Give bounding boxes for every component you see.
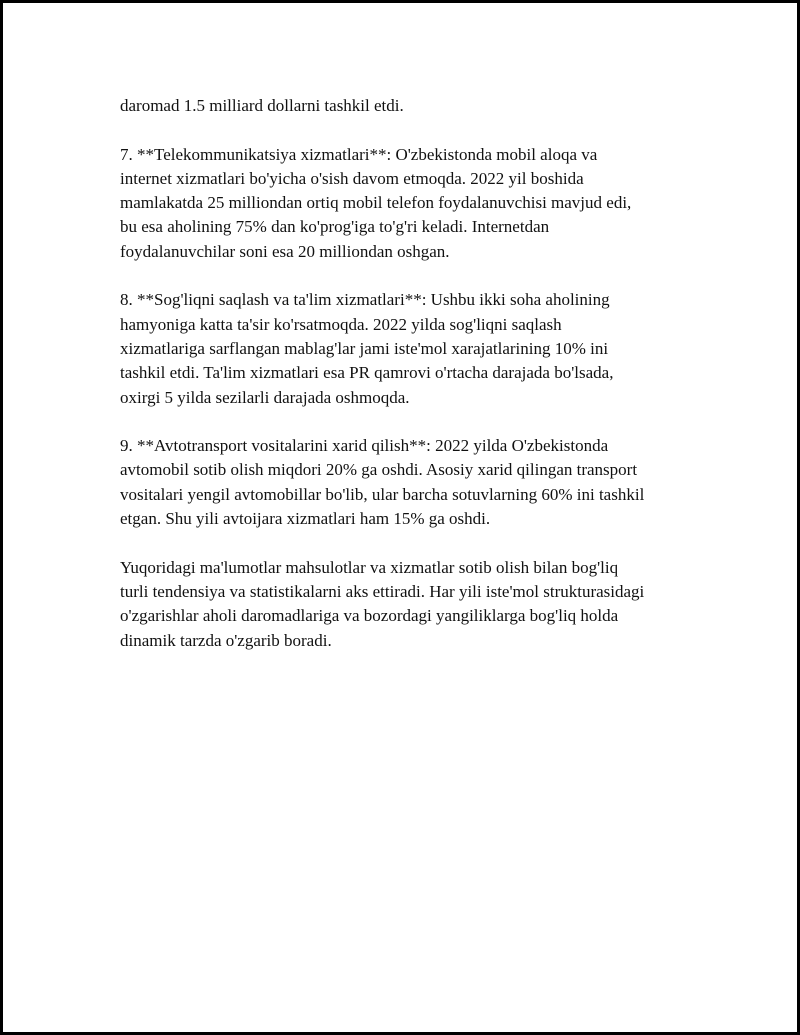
text-line: dinamik tarzda o'zgarib boradi. <box>120 630 332 650</box>
paragraph-continuation <box>120 94 700 118</box>
text-line: daromad 1.5 milliard dollarni tashkil etdi. <box>120 96 404 115</box>
paragraph-telecom-services <box>120 143 700 264</box>
text-line: mamlakatda 25 milliondan ortiq mobil telefon foydalanuvchisi mavjud edi, <box>120 193 632 213</box>
text-line: bu esa aholining 75% dan ko'prog'iga to'g'ri keladi. Internetdan <box>120 217 550 237</box>
text-line: Yuqoridagi ma'lumotlar mahsulotlar va xizmatlar sotib olish bilan bog'liq <box>120 557 619 577</box>
text-line: avtomobil sotib olish miqdori 20% ga oshdi. Asosiy xarid qilingan transport <box>120 460 638 480</box>
paragraph-vehicle-purchases <box>120 434 700 531</box>
text-line: foydalanuvchilar soni esa 20 milliondan oshgan. <box>120 241 450 261</box>
text-line: 7. **Telekommunikatsiya xizmatlari**: O'zbekistonda mobil aloqa va <box>120 144 598 164</box>
paragraph-summary <box>120 556 700 653</box>
text-line: o'zgarishlar aholi daromadlariga va bozordagi yangiliklarga bog'liq holda <box>120 606 619 626</box>
text-line: vositalari yengil avtomobillar bo'lib, ular barcha sotuvlarning 60% ini tashkil <box>120 484 645 504</box>
text-line: 9. **Avtotransport vositalarini xarid qilish**: 2022 yilda O'zbekistonda <box>120 436 609 456</box>
text-line: hamyoniga katta ta'sir ko'rsatmoqda. 2022 yilda sog'liqni saqlash <box>120 314 562 334</box>
text-line: internet xizmatlari bo'yicha o'sish davom etmoqda. 2022 yil boshida <box>120 168 584 188</box>
text-line: xizmatlariga sarflangan mablag'lar jami iste'mol xarajatlarining 10% ini <box>120 338 609 358</box>
paragraph-health-education <box>120 288 700 409</box>
text-line: turli tendensiya va statistikalarni aks ettiradi. Har yili iste'mol strukturasidagi <box>120 581 645 601</box>
text-line: 8. **Sog'liqni saqlash va ta'lim xizmatlari**: Ushbu ikki soha aholining <box>120 290 610 310</box>
document-body <box>120 94 700 677</box>
text-line: tashkil etdi. Ta'lim xizmatlari esa PR qamrovi o'rtacha darajada bo'lsada, <box>120 363 614 383</box>
text-line: etgan. Shu yili avtoijara xizmatlari ham 15% ga oshdi. <box>120 509 491 529</box>
text-line: oxirgi 5 yilda sezilarli darajada oshmoqda. <box>120 387 410 407</box>
